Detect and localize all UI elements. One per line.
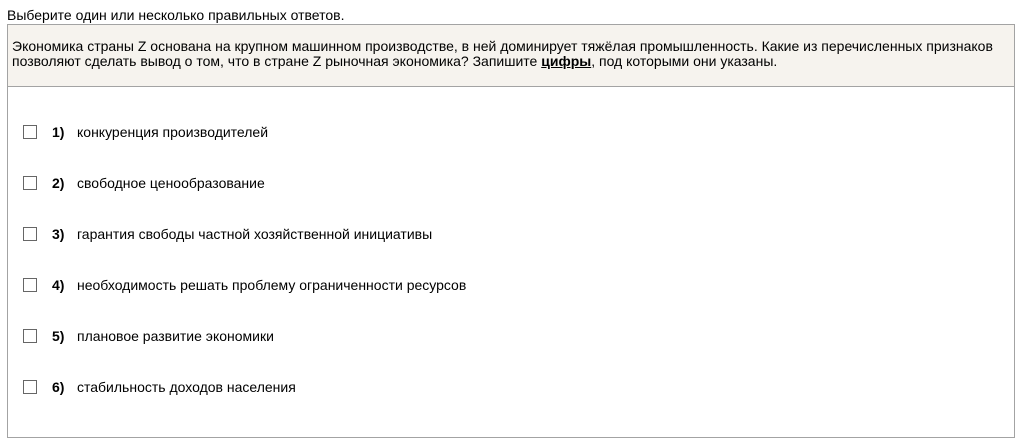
option-6-checkbox[interactable] <box>23 380 37 394</box>
option-3-number: 3) <box>52 226 65 242</box>
option-3-label: гарантия свободы частной хозяйственной инициативы <box>77 226 433 242</box>
option-4-number: 4) <box>52 277 65 293</box>
instruction-text: Выберите один или несколько правильных ответов. <box>7 7 345 23</box>
option-2-checkbox[interactable] <box>23 176 37 190</box>
option-5-number: 5) <box>52 328 65 344</box>
question-panel <box>7 24 1015 438</box>
question-emphasis: цифры <box>541 53 592 69</box>
option-1-checkbox[interactable] <box>23 125 37 139</box>
question-text-after: , под которыми они указаны. <box>591 53 778 69</box>
option-5-label: плановое развитие экономики <box>77 328 274 344</box>
option-6-number: 6) <box>52 379 65 395</box>
question-text <box>8 25 1014 87</box>
option-3-checkbox[interactable] <box>23 227 37 241</box>
option-2-label: свободное ценообразование <box>77 175 265 191</box>
option-6-label: стабильность доходов населения <box>77 379 296 395</box>
option-1-number: 1) <box>52 124 65 140</box>
option-5-checkbox[interactable] <box>23 329 37 343</box>
question-text-before: Экономика страны Z основана на крупном машинном производстве, в ней доминирует тяжёлая промышленность. Какие из перечисленных признаков позволяют сделать вывод о том, что в стране Z рыночная экономика? Запишите <box>12 38 993 69</box>
option-4-label: необходимость решать проблему ограниченности ресурсов <box>77 277 467 293</box>
option-4-checkbox[interactable] <box>23 278 37 292</box>
option-1-label: конкуренция производителей <box>77 124 269 140</box>
option-2-number: 2) <box>52 175 65 191</box>
